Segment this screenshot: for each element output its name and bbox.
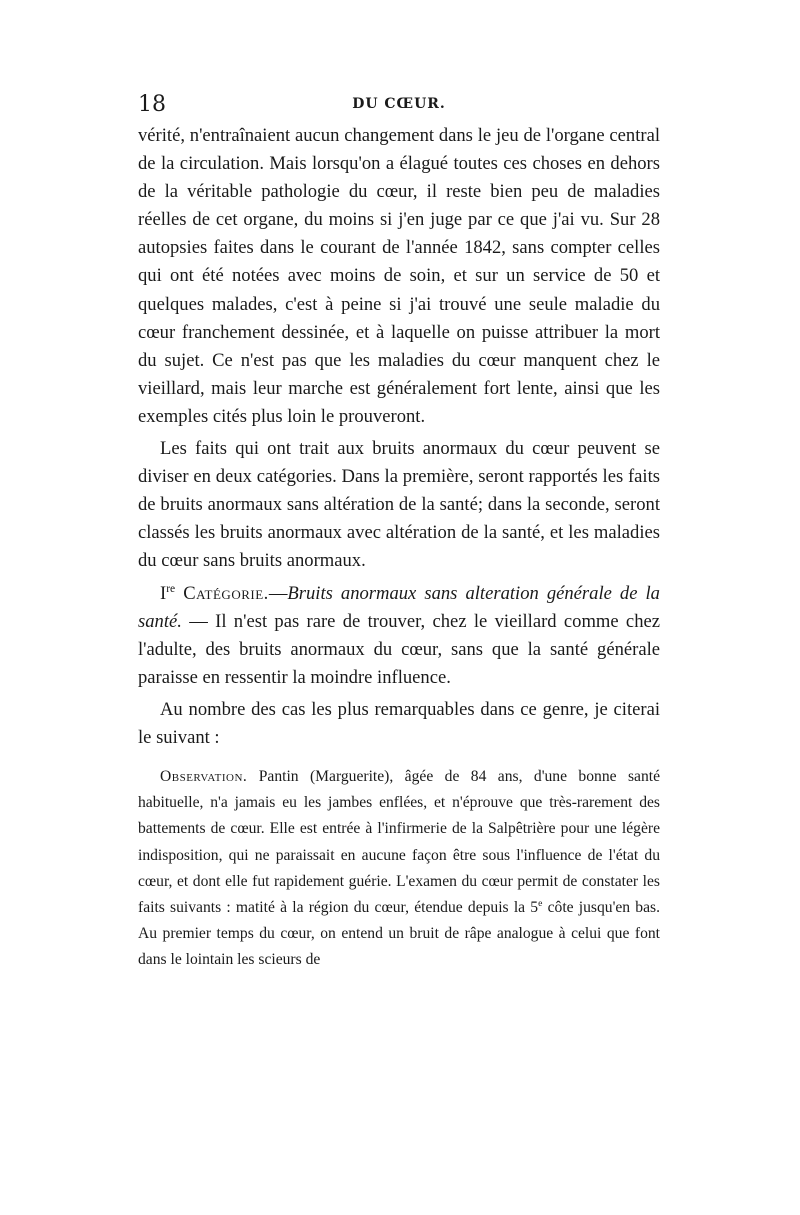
paragraph-2: Les faits qui ont trait aux bruits anormaux du cœur peuvent se diviser en deux catégories. Dans la première, seront rapportés les faits de bruits anormaux sans altération de la santé; dans la seconde, seront classés les bruits anormaux avec altération de la santé, et les maladies du cœur sans bruits anormaux. <box>138 438 660 572</box>
page-number: 18 <box>138 92 166 117</box>
observation-text-2: côte jusqu'en bas. Au premier temps du cœur, on entend un bruit de râpe analogue à celui que font dans le lointain les scieurs de <box>138 899 660 969</box>
paragraph-1: vérité, n'entraînaient aucun changement dans le jeu de l'organe central de la circulation. Mais lorsqu'on a élagué toutes ces choses en dehors de la véritable pathologie du cœur, il reste bien peu de maladies réelles de cet organe, du moins si j'en juge par ce que j'ai vu. Sur 28 autopsies faites dans le courant de l'année 1842, sans compter celles qui ont été notées avec moins de soin, et sur un service de 50 et quelques malades, c'est à peine si j'ai trouvé une seule maladie du cœur franchement dessinée, et à laquelle on puisse attribuer la mort du sujet. Ce n'est pas que les maladies du cœur manquent chez le vieillard, mais leur marche est généralement fort lente, ainsi que les exemples cités plus loin le prouveront. <box>138 125 660 427</box>
observation-paragraph <box>138 764 660 974</box>
category-label: Catégorie. <box>183 582 269 604</box>
category-ordinal: re <box>166 582 176 595</box>
category-text: — Il n'est pas rare de trouver, chez le vieillard comme chez l'adulte, des bruits anormaux du cœur, sans que la santé générale paraisse en ressentir la moindre influence. <box>138 610 660 688</box>
observation-label: Observation. <box>160 768 248 786</box>
paragraph-4: Au nombre des cas les plus remarquables dans ce genre, je citerai le suivant : <box>138 698 660 748</box>
category-number: I <box>160 582 167 604</box>
observation-ordinal: e <box>538 897 543 909</box>
running-title: DU CŒUR. <box>352 96 446 112</box>
book-page <box>138 92 660 974</box>
category-title: Bruits anormaux sans alteration générale de la santé. <box>138 582 660 632</box>
observation-text-1: Pantin (Marguerite), âgée de 84 ans, d'une bonne santé habituelle, n'a jamais eu les jambes enflées, et n'éprouve que très-rarement des battements de cœur. Elle est entrée à l'infirmerie de la Salpêtrière pour une légère indisposition, qui ne paraissait en aucune façon être sous l'influence de l'état du cœur, et dont elle fut rapidement guérie. L'examen du cœur permit de constater les faits suivants : matité à la région du cœur, étendue depuis la 5 <box>138 768 660 917</box>
category-dash: — <box>268 582 288 604</box>
running-head <box>138 92 660 122</box>
section-heading-paragraph <box>138 580 660 692</box>
